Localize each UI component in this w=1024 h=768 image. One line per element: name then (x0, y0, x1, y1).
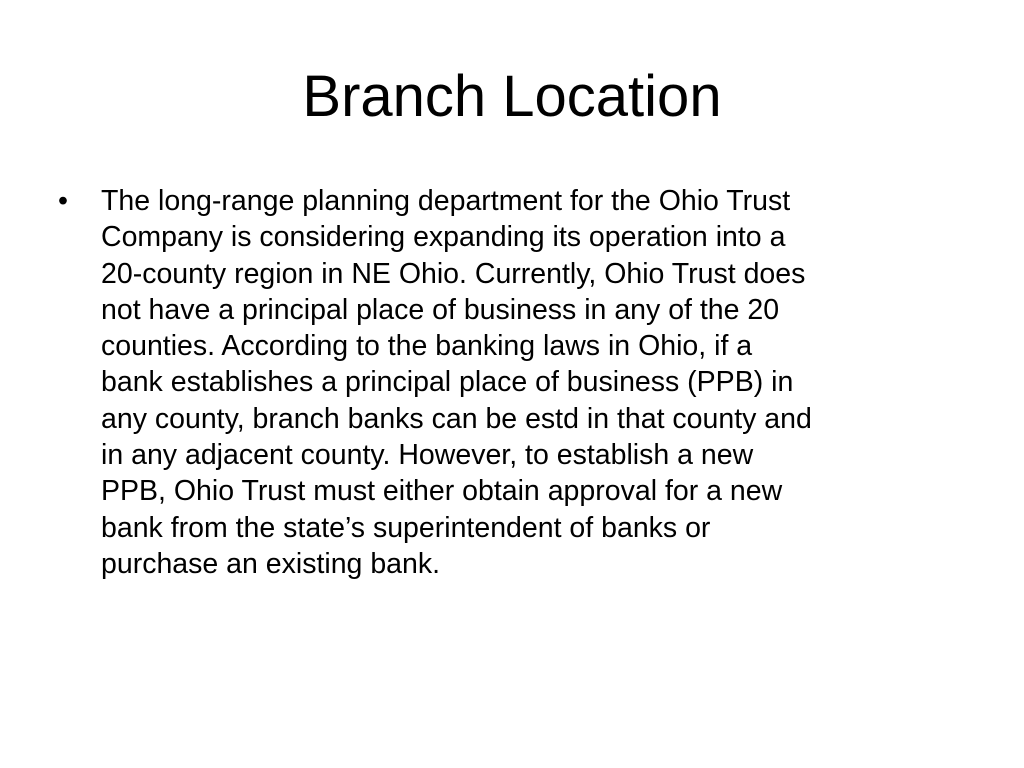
bullet-text-line: bank from the state’s superintendent of banks or (101, 511, 711, 544)
bullet-text-line: any county, branch banks can be estd in that county and (101, 402, 812, 435)
slide-title: Branch Location (302, 64, 722, 129)
bullet-item (58, 183, 968, 582)
bullet-text-line: The long-range planning department for the Ohio Trust (101, 185, 791, 217)
bullet-text-line: Company is considering expanding its operation into a (101, 221, 786, 254)
bullet-text-line: PPB, Ohio Trust must either obtain approval for a new (101, 475, 783, 508)
bullet-text-line: 20-county region in NE Ohio. Currently, Ohio Trust does (101, 257, 806, 290)
bullet-text-line: in any adjacent county. However, to establish a new (101, 439, 754, 472)
bullet-text-line: counties. According to the banking laws in Ohio, if a (101, 330, 753, 363)
bullet-text-line: bank establishes a principal place of business (PPB) in (101, 366, 794, 399)
bullet-text-line: purchase an existing bank. (101, 547, 441, 580)
bullet-list (58, 183, 968, 582)
bullet-text-line: not have a principal place of business in any of the 20 (101, 293, 780, 326)
bullet-icon: • (58, 185, 68, 217)
